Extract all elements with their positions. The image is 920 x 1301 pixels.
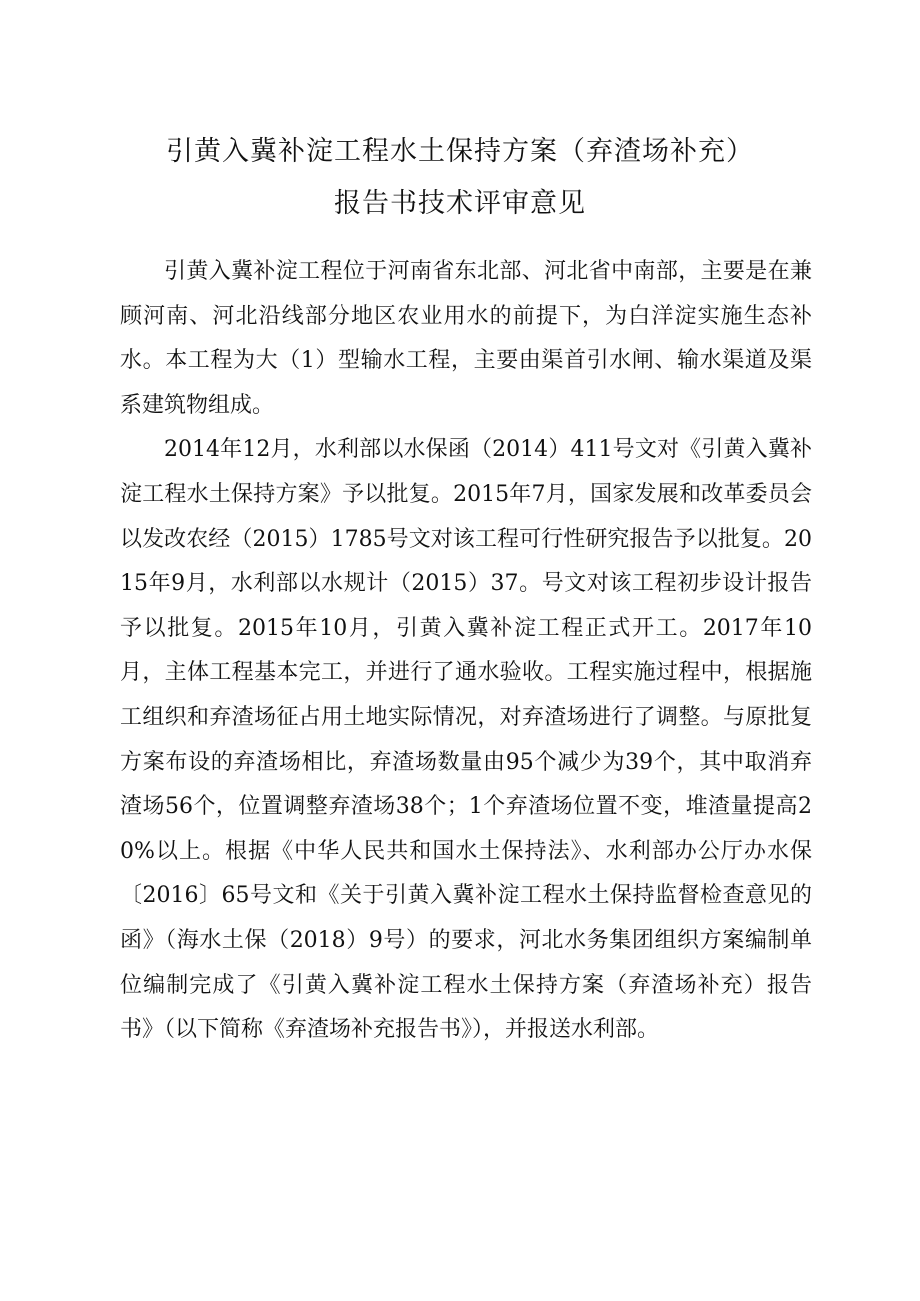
paragraph-project-overview: 引黄入冀补淀工程位于河南省东北部、河北省中南部，主要是在兼顾河南、河北沿线部分地区农业用水的前提下，为白洋淀实施生态补水。本工程为大（1）型输水工程，主要由渠首引水闸、输水渠道及渠系建筑物组成。	[120, 259, 812, 418]
document-title-line-2: 报告书技术评审意见	[334, 188, 586, 220]
paragraph-approval-history: 2014年12月，水利部以水保函（2014）411号文对《引黄入冀补淀工程水土保持方案》予以批复。2015年7月，国家发展和改革委员会以发改农经（2015）1785号文对该工程可行性研究报告予以批复。2015年9月，水利部以水规计（2015）37。号文对该工程初步设计报告予以批复。2015年10月，引黄入冀补淀工程正式开工。2017年10月，主体工程基本完工，并进行了通水验收。工程实施过程中，根据施工组织和弃渣场征占用土地实际情况，对弃渣场进行了调整。与原批复方案布设的弃渣场相比，弃渣场数量由95个减少为39个，其中取消弃渣场56个，位置调整弃渣场38个；1个弃渣场位置不变，堆渣量提高20%以上。根据《中华人民共和国水土保持法》、水利部办公厅办水保〔2016〕65号文和《关于引黄入冀补淀工程水土保持监督检查意见的函》（海水土保（2018）9号）的要求，河北水务集团组织方案编制单位编制完成了《引黄入冀补淀工程水土保持方案（弃渣场补充）报告书》（以下简称《弃渣场补充报告书》），并报送水利部。	[120, 437, 812, 1043]
document-title-line-1: 引黄入冀补淀工程水土保持方案（弃渣场补充）	[166, 136, 754, 168]
document-body	[120, 250, 812, 1053]
